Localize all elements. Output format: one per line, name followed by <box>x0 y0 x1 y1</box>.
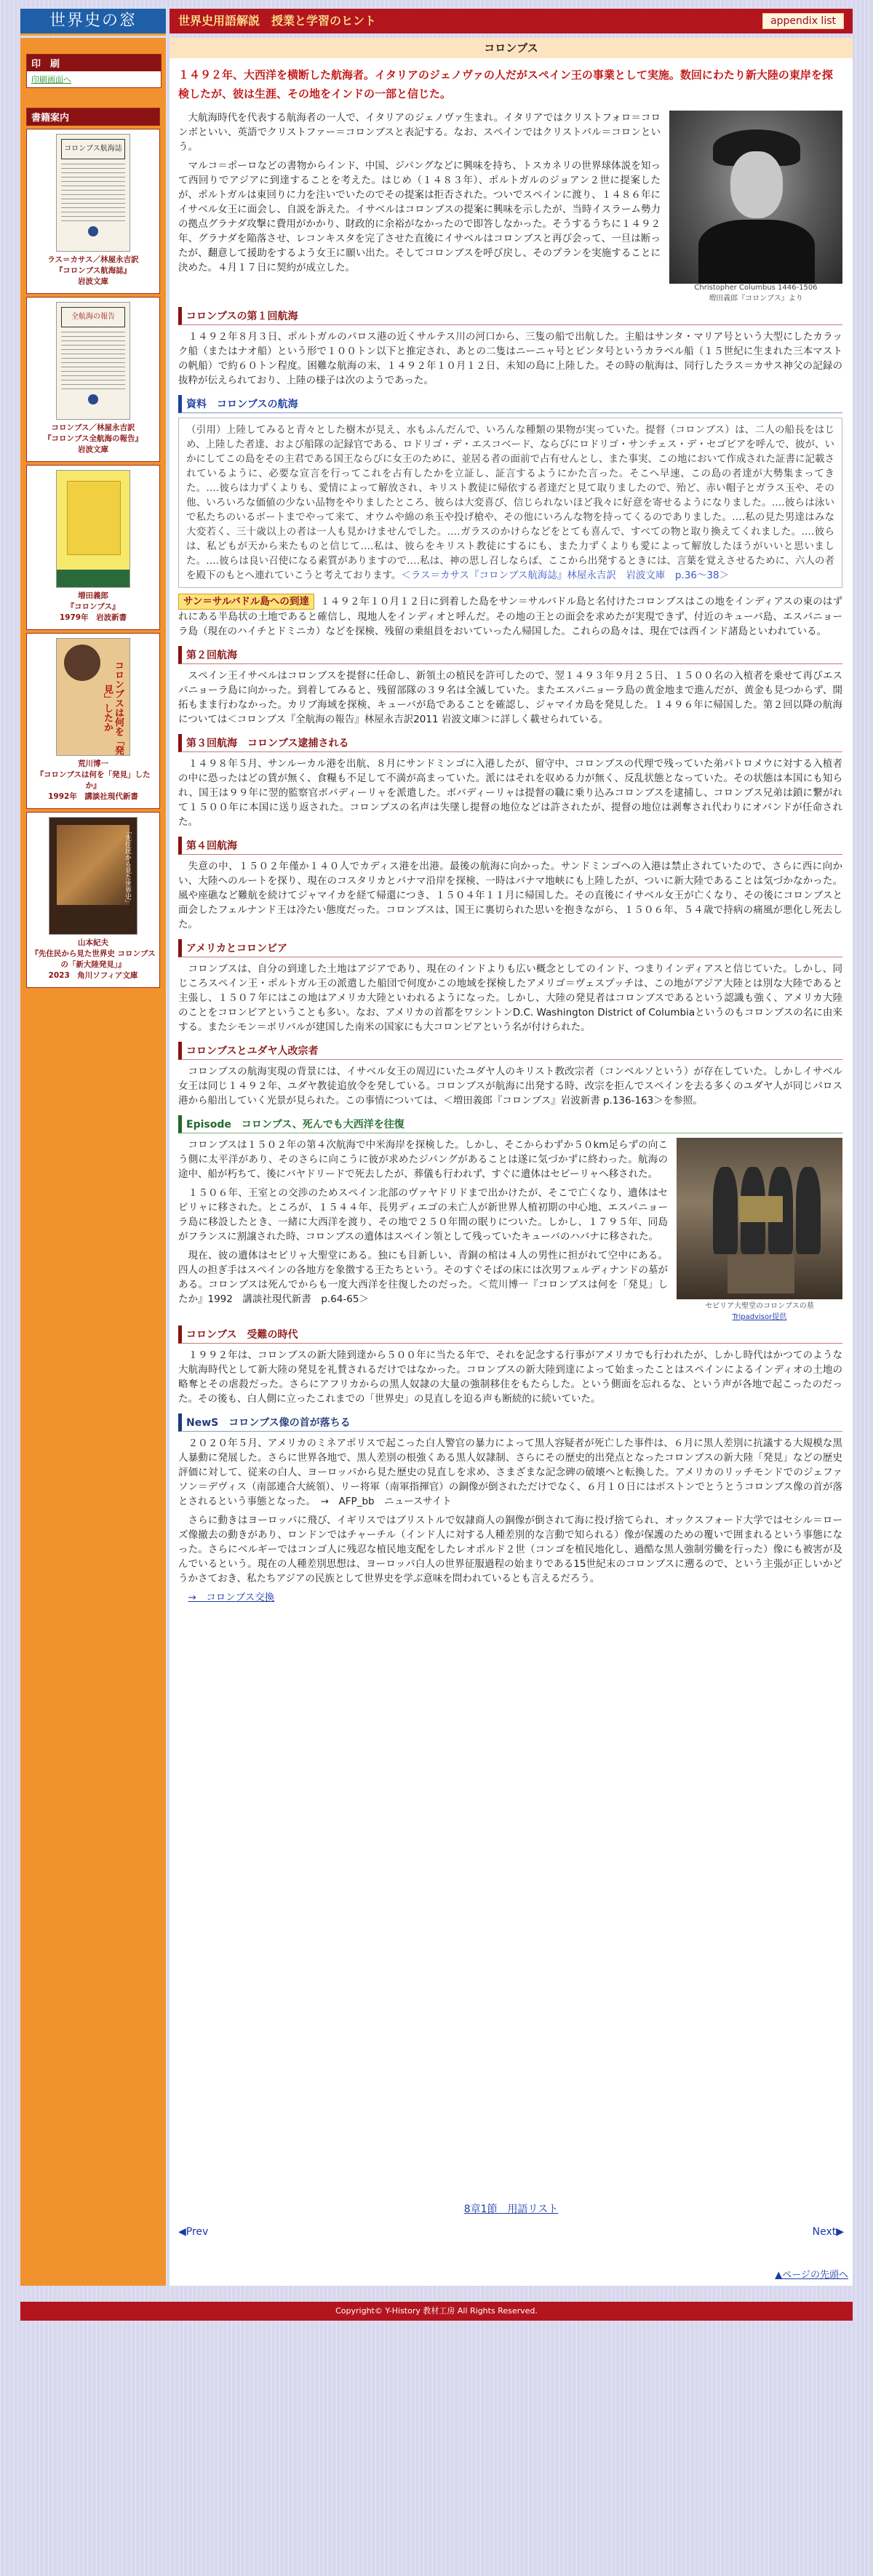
section-text: 失意の中、１５０２年僅か１４０人でカディス港を出港。最後の航海に向かった。サンドミンゴへの入港は禁止されていたので、さらに西に向かい、大陸へのルートを探り、現在のコスタリカとパナマ沿岸を探検、一時はパナマ地峡にも上陸したが、ついに新大陸であることは気づかなかった。風や座礁など難航を続けてジャマイカを経て帰還につき、１５０４年１１月に帰国した。その直後にイサベル女王が亡くなり、その後にコロンブスと面会したフェルナンド王は冷たい態度だった。コロンブスは、国王に裏切られた思いを抱きながら、１５０６年、５４歳で持病の痛風が悪化し死去した。 <box>178 861 842 930</box>
book-author: コロンブス／林屋永吉訳 <box>51 423 135 432</box>
columbus-portrait <box>669 111 842 284</box>
book-author: ラス＝カサス／林屋永吉訳 <box>47 255 139 264</box>
book-publisher: 1992年 講談社現代新書 <box>48 792 138 801</box>
main-content <box>170 38 853 2286</box>
book-item[interactable] <box>26 129 160 294</box>
book-cover[interactable]: コロンブスは何を「発見」したか <box>56 638 130 756</box>
book-item[interactable] <box>26 633 160 809</box>
article <box>178 65 842 1609</box>
header-title: 世界史用語解説 授業と学習のヒント <box>178 14 377 28</box>
book-title: 『コロンブス航海誌』 <box>55 266 132 275</box>
book-item[interactable] <box>26 812 160 988</box>
term-list-link[interactable]: 8章1節 用語リスト <box>463 2204 559 2215</box>
sidebar <box>20 38 166 2286</box>
source-quote: （引用）上陸してみると青々とした樹木が見え、水もふんだんで、いろんな種類の果物が実っていた。提督（コロンブス）は、二人の船長をはじめ、上陸した者達、および船隊の記録官である、ロドリゴ・デ・エスコベード、ならびにロドリゴ・サンチェス・デ・セゴビアを呼んで、彼が、いかにしてこの島をその主君である国王ならびに女王のために、並居る者の面前で占有せんとし、また事実、この地において作成された証書に記載されているように、必要な宣言を行ってこれを占有したかを立証し、証言するようにかた言った。そこへ早速、この島の者達が大勢集まってきた。‥‥彼らは力ずくよりも、愛情によって解放され、キリスト教徒に帰依する者達だと見て取りましたので、殆ど、赤い帽子とガラス玉や、その他、いろいろな価値の少ない品物をやりましたところ、彼らは大変喜び、信じられないほど我々に好意を寄せるようになりました。‥‥彼らは泳いで私たちのいるボートまでやって来て、オウムや綿の糸玉や投げ槍や、その他にいろんな物を持ってくるのでありました。‥‥私の見た男達はみな大変若く、三十歳以上の者は一人も見かけませんでした。‥‥ガラスのかけらなどをとても喜んで、すべての物と取り換えてくれました。‥‥彼らは、私どもが天から来たものと信じて‥‥私は、彼らをキリスト教徒にするにも、また力ずくよりも愛によって解放したほうがいいと思いました。‥‥彼らは良い召使になる素質がありますので‥‥私は、神の思し召しならば、ここから出発するときには、言葉を覚えさせるために、六人の者を殿下のもとへ連れていこうと考えております。＜ラス＝カサス『コロンブス航海誌』林屋永吉訳 岩波文庫 p.36〜38＞ <box>178 418 842 588</box>
book-publisher: 2023 角川ソフィア文庫 <box>48 971 138 980</box>
book-list <box>26 108 160 988</box>
next-link[interactable]: Next▶ <box>812 2226 844 2238</box>
section-heading: コロンブスの第１回航海 <box>178 307 842 325</box>
section-heading: コロンブス 受難の時代 <box>178 1325 842 1344</box>
book-cover[interactable]: コロンブス航海誌 <box>56 134 130 252</box>
portrait-figure <box>669 111 842 303</box>
section-text: コロンブスは１５０２年の第４次航海で中米海岸を探検した。しかし、そこからわずか５０km足らずの向こう側に太平洋があり、そのさらに向こうに彼が求めたジパングがあることは遂に気づかずに終わった。航海の途中、船が朽ちて、後にバヤドリードで死去したが、葬儀も行われず、すぐに遺体はセビーリャへ移された。 <box>178 1139 668 1180</box>
book-author: 増田義郎 <box>78 591 108 600</box>
print-heading: 印 刷 <box>27 55 161 71</box>
tomb-photo <box>677 1138 842 1299</box>
back-to-top-link[interactable]: ▲ページの先頭へ <box>775 2270 848 2281</box>
header-bar <box>170 9 853 33</box>
book-title: 『先住民から見た世界史 コロンブスの「新大陸発見」』 <box>31 949 156 969</box>
section-heading: Episode コロンブス、死んでも大西洋を往復 <box>178 1115 842 1133</box>
section-text: １４９２年８月３日、ポルトガルのパロス港の近くサルテス川の河口から、三隻の船で出航した。主船はサンタ・マリア号という大型にしたカラック船（またはナオ船）という形で１００トン以下と推定され、あとの二隻はニーニャ号とピンタ号というカラベル船（１５世紀に生まれた三本マストの帆船）で約６０トン程度。困難な航海の末、１４９２年１０月１２日、未知の島に上陸した。その時の航海は、同行したラス＝カサス神父の記録の抜粋が伝えられており、上陸の様子は次のようであった。 <box>178 331 842 386</box>
page-title: コロンブス <box>170 38 853 58</box>
intro-paragraph: 大航海時代を代表する航海者の一人で、イタリアのジェノヴァ生まれ。イタリアではクリストフォロ＝コロンボといい、英語でクリストファー＝コロンブスと表記する。なお、スペインではクリストバル＝コロンという。 <box>178 112 661 153</box>
portrait-caption: Christopher Columbus 1446-1506 <box>694 284 818 292</box>
intro-paragraph: マルコ＝ポーロなどの書物からインド、中国、ジパングなどに興味を持ち、トスカネリの世界球体説を知って西回りでアジアに到達することを考えた。はじめ（１４８３年）、ポルトガルのジョアン２世に提案したが、ポルトガルは東回りに力を注いでいたのでその提案は拒否された。ついでスペインに渡り、１４８６年にイサベル女王に面会し、自説を訴えた。イサベルはコロンブスの提案に興味を示したが、当時イスラーム勢力の拠点グラナダ攻撃に費用がかかり、財政的に余裕がなかったので即答しなかった。そうするうちに１４９２年、グラナダを陥落させ、レコンキスタを完了させた直後にイサベルはコロンブスと再び会って、一旦は断ったが、翻意して援助をするよう女王に願い出た。そしてコロンブスを呼び戻し、そのプランを実施することに決めた。４月１７日に契約が成立した。 <box>178 160 661 274</box>
book-title: 『コロンブスは何を「発見」したか』 <box>36 770 151 790</box>
book-publisher: 岩波文庫 <box>78 445 108 454</box>
center-nav <box>170 2201 853 2216</box>
section-heading: コロンブスとユダヤ人改宗者 <box>178 1042 842 1060</box>
section-text: ２０２０年５月、アメリカのミネアポリスで起こった白人警官の暴力によって黒人容疑者が死亡した事件は、６月に黒人差別に抗議する大規模な黒人暴動に発展した。さらに世界各地で、黒人差別の根強くある黒人奴隷制、さらにその歴史的出発点となったコロンブスの新大陸「発見」などの歴史評価に対して、従来の白人、ヨーロッパから見た歴史の見直しを求め、さまざまな記念碑の破壊へと転換した。アメリカのリッチモンドでのジェファソン＝デヴィス（南部連合大統領）、リー将軍（南軍指揮官）の銅像が倒されただけでなく、６月１０日にはボストンでとうとうコロンブス像の首が落とされるという事態となった。 → AFP_bb ニュースサイト <box>178 1437 842 1507</box>
lead-summary: １４９２年、大西洋を横断した航海者。イタリアのジェノヴァの人だがスペイン王の事業として実施。数回にわたり新大陸の東岸を探検したが、彼は生涯、その地をインドの一部と信じた。 <box>178 68 833 100</box>
section-text: さらに動きはヨーロッパに飛び、イギリスではブリストルで奴隷商人の銅像が倒されて海に投げ捨てられ、オックスフォード大学ではセシル＝ローズ像撤去の動きがあり、ロンドンではチャーチル（インド人に対する人種差別的な言動で知られる）像が保護のための覆いで囲まれるという事態になった。さらにベルギーではコンゴ人に残忍な植民地支配をしたレオポルド２世（コンゴを植民地化し、過酷な黒人強制労働を行った）像にも被害が及んでいるという。現在の人種差別思想は、ヨーロッパ白人の世界征服過程の始まりである15世紀末のコロンブスに遡るので、という主張が正しいかどうかさておき、私たちアジアの民族として世界史を学ぶ意味を問われているとも言えるだろう。 <box>178 1515 842 1584</box>
section-text: コロンブスは、自分の到達した土地はアジアであり、現在のインドよりも広い概念としてのインド、つまりインディアスと信じていた。しかし、同じころスペイン王・ポルトガル王の派遣した船団で何度かこの地域を探検したアメリゴ＝ヴェスプッチは、この地がアジア大陸とは別な大陸であると主張し、１５０７年にはこの地はアメリカ大陸といわれるようになった。しかし、大陸の発見者はコロンブスであるという認識も強く、アメリカ大陸のことをコロンビアということも多い。なお、アメリカの首都をワシントンD.C. Washington District of Columbiaというのもコロンブスの名に由来する。またシモン＝ボリバルが建国した南米の国家にも大コロンビアという名が付けられた。 <box>178 963 842 1033</box>
columbian-exchange-link[interactable]: → コロンブス交換 <box>188 1592 275 1603</box>
book-author: 山本紀夫 <box>78 938 108 947</box>
book-item[interactable] <box>26 465 160 630</box>
section-heading: 第３回航海 コロンブス逮捕される <box>178 734 842 752</box>
quote-source[interactable]: ＜ラス＝カサス『コロンブス航海誌』林屋永吉訳 岩波文庫 p.36〜38＞ <box>401 570 730 581</box>
print-box <box>26 54 162 88</box>
site-logo[interactable]: 世界史の窓 <box>20 9 166 36</box>
book-cover[interactable] <box>56 470 130 588</box>
book-cover[interactable]: 全航海の報告 <box>56 302 130 420</box>
book-title: 『コロンブス』 <box>66 602 120 611</box>
appendix-list-button[interactable]: appendix list <box>762 13 844 29</box>
subsection-text: １４９２年１０月１２日に到着した島をサン＝サルバドル島と名付けたコロンブスはこの地をインディアスの東のはずれにある半島状の土地であると確信し、現地人をインディオと呼んだ。その地の王との面会を求めたが実現できず、付近のキューバ島、エスパニョーラ島（現在のハイチとドミニカ）などを探検、残留の乗組員をおいていったん帰国した。これらの島々は、現在では西インド諸島といわれている。 <box>178 596 842 637</box>
books-heading: 書籍案内 <box>26 108 160 126</box>
book-cover[interactable]: 「先住民から見た世界史」 <box>49 817 137 935</box>
copyright: Copyright© Y-History 教材工房 All Rights Reserved. <box>335 2306 538 2316</box>
section-text: スペイン王イサベルはコロンブスを提督に任命し、新領土の植民を許可したので、翌１４９３年９月２５日、１５００名の入植者を乗せて再びエスパニョーラ島に向かった。到着してみると、残留部隊の３９名は全滅していた。またエスパニョーラ島の黄金地まで進んだが、黄金も見つからず、開拓もまま行わなかった。カリブ海域を探検、キューバが島であることを確認し、ジャマイカ島を発見した。１４９６年に帰国した。第２回以降の航海については＜コロンブス『全航海の報告』林屋永吉訳2011 岩波文庫＞に詳しく載せられている。 <box>178 670 842 725</box>
prev-link[interactable]: ◀Prev <box>178 2226 209 2238</box>
section-heading: 資料 コロンブスの航海 <box>178 395 842 413</box>
section-text: コロンブスの航海実現の背景には、イサベル女王の周辺にいたユダヤ人のキリスト教改宗者（コンベルソという）が存在していた。しかしイサベル女王は同じ１４９２年、ユダヤ教徒追放令を発している。コロンブスが航海に出発する時、改宗を拒んでスペインを去る多くのユダヤ人が同じパロス港から船出していく光景が見られた。この事情については、＜増田義郎『コロンブス』岩波新書 p.136-163＞を参照。 <box>178 1066 842 1106</box>
section-heading: 第４回航海 <box>178 837 842 855</box>
book-publisher: 岩波文庫 <box>78 277 108 286</box>
subsection-tag: サン＝サルバドル島への到達 <box>178 594 314 610</box>
book-item[interactable] <box>26 297 160 462</box>
print-link[interactable]: 印刷画面へ <box>31 75 71 84</box>
section-text: １９９２年は、コロンブスの新大陸到達から５００年に当たる年で、それを記念する行事がアメリカでも行われたが、しかし時代はかつてのような大航海時代として新大陸の発見を礼賛されるだけではなかった。コロンブスの新大陸到達によって始まったことはスペインによるインディオの土地の略奪とその虐殺だった。さらにアフリカからの黒人奴隷の大量の強制移住をもたらした。という側面を忘れるな、という声が各地で起こったのだった。その後も、白人側に立ったこれまでの「世界史」の見直しを迫る声も断続的に続いていた。 <box>178 1349 842 1405</box>
book-publisher: 1979年 岩波新書 <box>59 613 127 622</box>
section-text: １５０６年、王室との交渉のためスペイン北部のヴァヤドリドまで出かけたが、そこで亡くなり、遺体はセビリャに移された。ところが、１５４４年、長男ディエゴの未亡人が新世界人植初期の中心地、エスパニョーラ島に移設したとき、一緒に大西洋を渡り、その地で２５０年間の眠りについた。しかし、１７９５年、同島がフランスに割譲された時、コロンブスの遺体はスペイン領として残っていたキューバのハバナに移された。 <box>178 1187 668 1243</box>
section-text: 現在、彼の遺体はセビリャ大聖堂にある。独にも目新しい、青銅の棺は４人の男性に担がれて空中にある。四人の担ぎ手はスペインの各地方を象徴する王たちという。そのすぐそばの床には次男フェルディナンドの墓がある。コロンブスは死んでからも一度大西洋を往復したのだった。＜荒川博一『コロンブスは何を「発見」したか』1992 講談社現代新書 p.64-65＞ <box>178 1250 668 1305</box>
section-heading: 第２回航海 <box>178 646 842 664</box>
book-author: 荒川博一 <box>78 759 108 768</box>
tomb-caption: セビリア大聖堂のコロンブスの墓 <box>705 1302 814 1310</box>
section-text: １４９８年５月、サンルーカル港を出航、８月にサンドミンゴに入港したが、留守中、コロンブスの代理で残っていた弟パトロメウに対する入植者の中に恐ったはどの賃が無く、食糧も不足して不満が高まっていた。派にはそれを収める力が無く、反乱状態となっていた。その状態は本国にも知られ、国王は９９年に翌的監察官ボバディーリャを派遣した。ボバディーリャは提督の職に乗り込みコロンブスを逮捕し、コロンブス兄弟は鎖に繋がれて１５００年に本国に送り返された。コロンブスの名声は失墜し提督の地位などは許されたが、提督の地位は剥奪され代わりにオバンドが任命された。 <box>178 758 842 828</box>
book-title: 『コロンブス全航海の報告』 <box>43 434 143 443</box>
footer <box>20 2302 853 2321</box>
section-heading: NewS コロンブス像の首が落ちる <box>178 1413 842 1432</box>
portrait-caption-source: 増田義郎『コロンブス』より <box>709 295 803 303</box>
tomb-figure <box>677 1138 842 1321</box>
tomb-source-link[interactable]: Tripadvisor提供 <box>732 1313 787 1321</box>
section-heading: アメリカとコロンビア <box>178 939 842 957</box>
